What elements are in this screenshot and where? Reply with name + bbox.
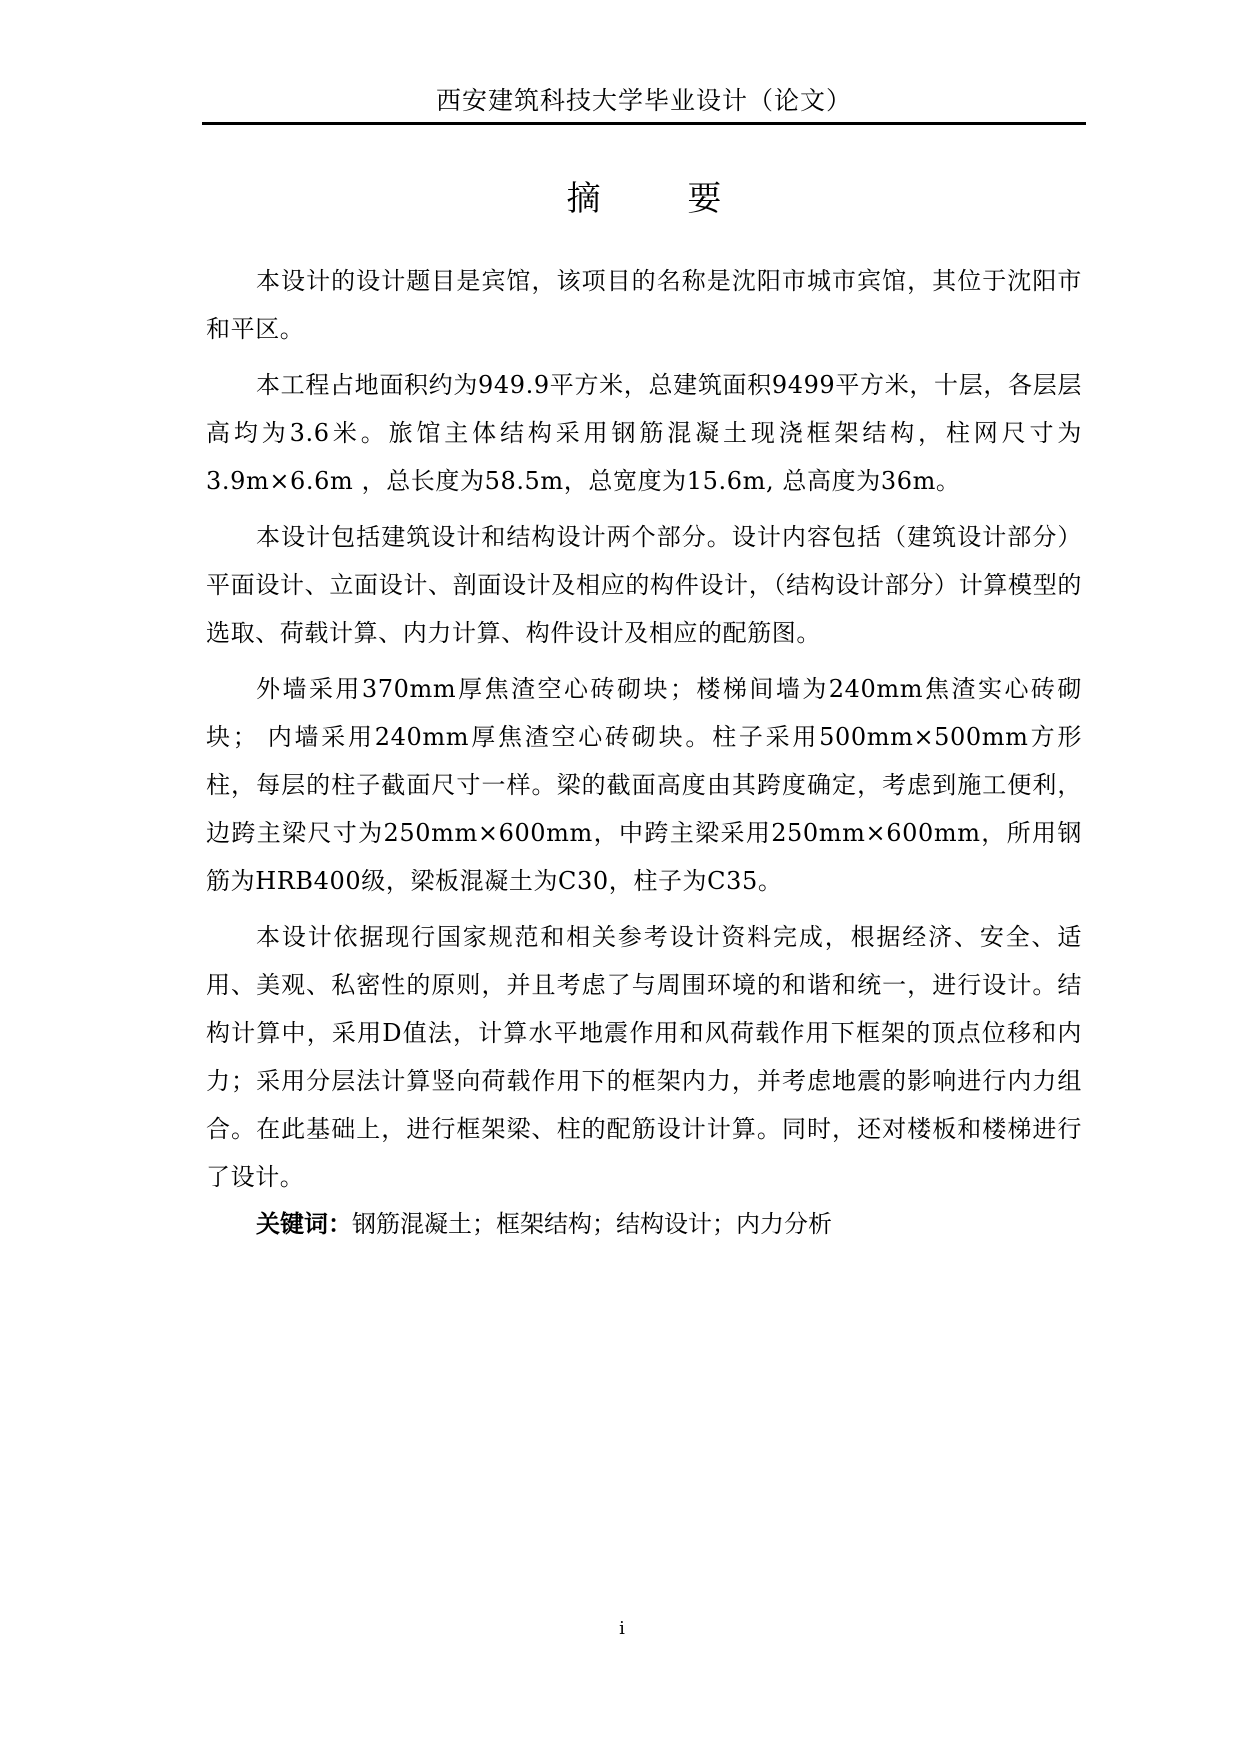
abstract-paragraph-1: 本设计的设计题目是宾馆，该项目的名称是沈阳市城市宾馆，其位于沈阳市和平区。 [206,267,1082,343]
abstract-paragraph-5: 本设计依据现行国家规范和相关参考设计资料完成，根据经济、安全、适用、美观、私密性的原则，并且考虑了与周围环境的和谐和统一，进行设计。结构计算中，采用D值法，计算水平地震作用和风荷载作用下框架的顶点位移和内力；采用分层法计算竖向荷载作用下的框架内力，并考虑地震的影响进行内力组合。在此基础上，进行框架梁、柱的配筋设计计算。同时，还对楼板和楼梯进行了设计。 [206,923,1082,1191]
abstract-paragraph-3: 本设计包括建筑设计和结构设计两个部分。设计内容包括（建筑设计部分）平面设计、立面设计、剖面设计及相应的构件设计，（结构设计部分）计算模型的选取、荷载计算、内力计算、构件设计及相应的配筋图。 [206,523,1082,647]
page-number: i [619,1618,625,1639]
running-header: 西安建筑科技大学毕业设计（论文） [435,86,852,115]
abstract-body [206,257,1082,1209]
abstract-paragraph-2: 本工程占地面积约为949.9平方米，总建筑面积9499平方米，十层，各层层高均为3.6米。旅馆主体结构采用钢筋混凝土现浇框架结构，柱网尺寸为3.9m×6.6m ，总长度为58.5m，总宽度为15.6m, 总高度为36m。 [206,371,1082,495]
abstract-paragraph-4: 外墙采用370mm厚焦渣空心砖砌块；楼梯间墙为240mm焦渣实心砖砌块； 内墙采用240mm厚焦渣空心砖砌块。柱子采用500mm×500mm方形柱，每层的柱子截面尺寸一样。梁的截面高度由其跨度确定，考虑到施工便利，边跨主梁尺寸为250mm×600mm，中跨主梁采用250mm×600mm，所用钢筋为HRB400级，梁板混凝土为C30，柱子为C35。 [206,675,1082,895]
keywords-label: 关键词： [256,1210,352,1238]
keywords-text: 钢筋混凝土；框架结构；结构设计；内力分析 [352,1210,832,1238]
abstract-heading: 摘 要 [566,179,760,219]
header-rule [202,122,1086,125]
keywords-line [256,1200,1082,1248]
